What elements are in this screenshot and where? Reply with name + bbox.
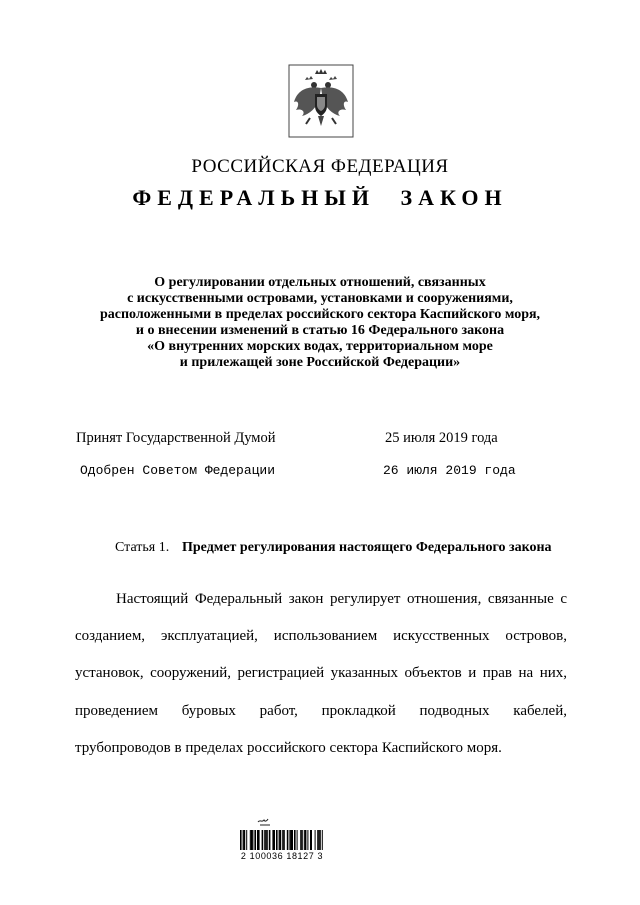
- heading-line: и о внесении изменений в статью 16 Федерального закона: [135, 323, 505, 338]
- article-text-line: трубопроводов в пределах российского сектора Каспийского моря.: [75, 740, 502, 756]
- heading-line: О регулировании отдельных отношений, связанных: [154, 275, 486, 290]
- heading-line: с искусственными островами, установками и сооружениями,: [127, 291, 513, 306]
- article-text-line: установок, сооружений, регистрацией указанных объектов и прав на них,: [75, 665, 567, 681]
- council-approval-date: 26 июля 2019 года: [383, 463, 516, 478]
- emblem-icon: [288, 64, 354, 138]
- article-number: Статья 1.: [115, 540, 170, 555]
- barcode-icon: [232, 816, 332, 876]
- article-title: Предмет регулирования настоящего Федерального закона: [182, 540, 552, 555]
- council-approval-label: Одобрен Советом Федерации: [80, 463, 276, 478]
- country-name: РОССИЙСКАЯ ФЕДЕРАЦИЯ: [191, 156, 449, 177]
- duma-adoption-label: Принят Государственной Думой: [76, 430, 276, 446]
- duma-adoption-date: 25 июля 2019 года: [385, 430, 498, 446]
- heading-line: расположенными в пределах российского сектора Каспийского моря,: [99, 307, 541, 322]
- heading-line: «О внутренних морских водах, территориальном море: [147, 339, 493, 354]
- law-heading: [0, 275, 640, 371]
- document-type: ФЕДЕРАЛЬНЫЙ ЗАКОН: [132, 185, 508, 210]
- heading-line: и прилежащей зоне Российской Федерации»: [179, 355, 461, 370]
- article-text-line: Настоящий Федеральный закон регулирует отношения, связанные с: [116, 591, 567, 607]
- article-text-line: проведением буровых работ, прокладкой подводных кабелей,: [75, 703, 567, 719]
- article-text-line: созданием, эксплуатацией, использованием искусственных островов,: [75, 628, 567, 644]
- barcode-number: 2 100036 18127 3: [240, 851, 324, 861]
